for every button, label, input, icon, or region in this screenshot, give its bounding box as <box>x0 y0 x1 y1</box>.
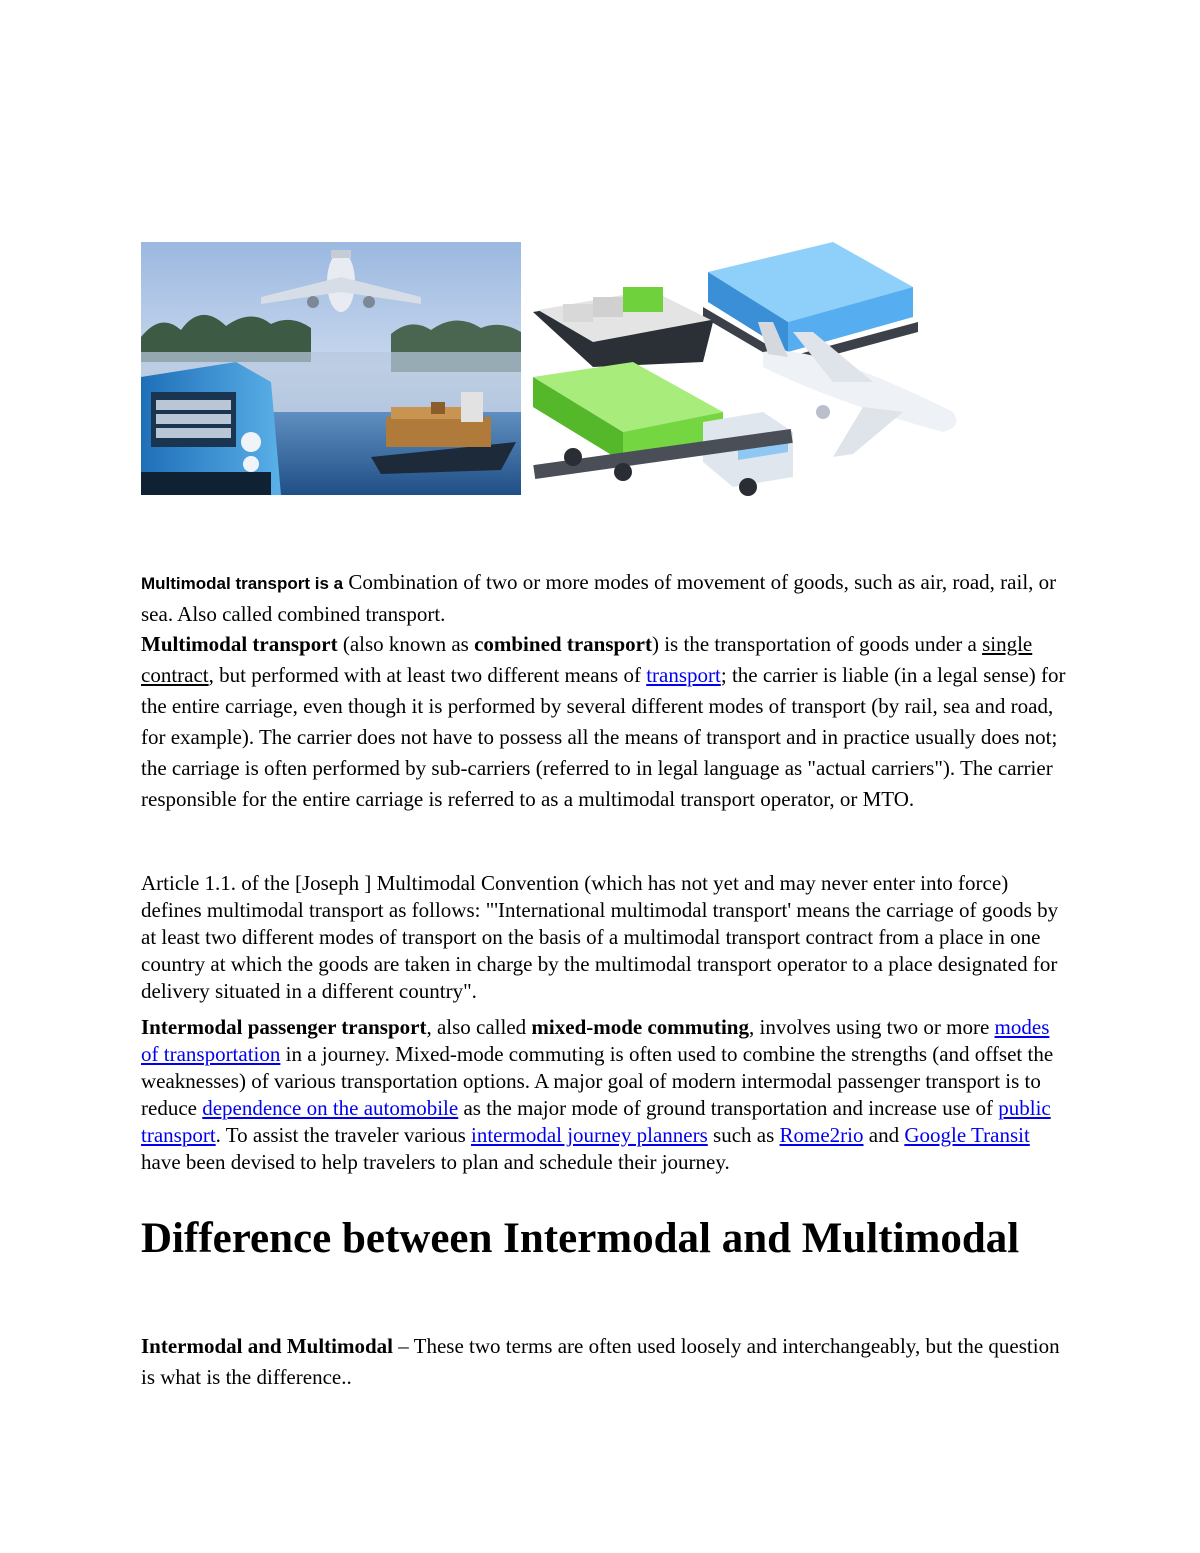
definition-text: Combination of two or more modes of movement of goods, such as air, road, rail, or sea. Also called combined transport. <box>141 570 1057 626</box>
collage-svg <box>141 242 521 495</box>
text-span: and <box>863 1123 905 1147</box>
link-rome2rio[interactable]: Rome2rio <box>779 1123 864 1147</box>
container-truck-icon <box>533 362 793 496</box>
text-span: , also called <box>426 1015 532 1039</box>
text-span: – These two terms are often used loosely and interchangeably, but the question is what is the difference.. <box>141 1334 1060 1389</box>
term-combined-transport: combined transport <box>474 632 652 656</box>
text-span: ; the carrier is liable (in a legal sense) for the entire carriage, even though it is performed by several different modes of transport (by rail, sea and road, for example). The carrier does not have to possess all the means of transport and in practice usually does not; the carriage is often performed by sub-carriers (referred to in legal language as "actual carriers"). The carrier responsible for the entire carriage is referred to as a multimodal transport operator, or MTO. <box>141 663 1066 811</box>
link-transport[interactable]: transport <box>646 663 721 687</box>
text-span: . To assist the traveler various <box>215 1123 471 1147</box>
link-dependence-on-automobile[interactable]: dependence on the automobile <box>202 1096 459 1120</box>
text-span: ) is the transportation of goods under a <box>651 632 983 656</box>
text-span: such as <box>707 1123 780 1147</box>
term-intermodal-and-multimodal: Intermodal and Multimodal <box>141 1334 394 1358</box>
paragraph-definition <box>141 567 1071 630</box>
transport-images <box>141 242 981 502</box>
link-intermodal-journey-planners[interactable]: intermodal journey planners <box>471 1123 708 1147</box>
section-heading: Difference between Intermodal and Multimodal <box>141 1215 1020 1262</box>
truck-icon <box>141 362 281 495</box>
paragraph-article: Article 1.1. of the [Joseph ] Multimodal Convention (which has not yet and may never enter into force) defines multimodal transport as follows: "'International multimodal transport' means the carriage of goods by at least two different modes of transport on the basis of a multimodal transport contract from a place in one country at which the goods are taken in charge by the multimodal transport operator to a place designated for delivery situated in a different country". <box>141 871 1059 1003</box>
transport-collage-photo <box>141 242 521 495</box>
illustration-svg <box>533 242 973 502</box>
link-public-transport[interactable]: public transport <box>141 1096 1051 1147</box>
paragraph-intermodal-passenger <box>141 1014 1071 1176</box>
term-multimodal-transport: Multimodal transport <box>141 632 338 656</box>
text-span: (also known as <box>337 632 475 656</box>
text-span: have been devised to help travelers to plan and schedule their journey. <box>141 1150 730 1174</box>
term-intermodal-passenger-transport: Intermodal passenger transport <box>141 1015 427 1039</box>
text-span: , involves using two or more <box>748 1015 995 1039</box>
link-modes-of-transportation[interactable]: modes of transportation <box>141 1015 1050 1066</box>
text-span: in a journey. Mixed-mode commuting is often used to combine the strengths (and offset the weaknesses) of various transportation options. A major goal of modern intermodal passenger transport is to reduce <box>141 1042 1054 1120</box>
paragraph-multimodal-transport <box>141 629 1071 815</box>
single-contract-text: single contract <box>141 632 1033 687</box>
paragraph-difference <box>141 1331 1071 1393</box>
link-google-transit[interactable]: Google Transit <box>904 1123 1030 1147</box>
text-span: , but performed with at least two different means of <box>208 663 647 687</box>
definition-lead: Multimodal transport is a <box>141 574 344 593</box>
transport-modes-illustration <box>533 242 973 502</box>
cargo-ship-icon <box>533 287 713 367</box>
text-span: as the major mode of ground transportation and increase use of <box>458 1096 999 1120</box>
term-mixed-mode-commuting: mixed-mode commuting <box>531 1015 749 1039</box>
